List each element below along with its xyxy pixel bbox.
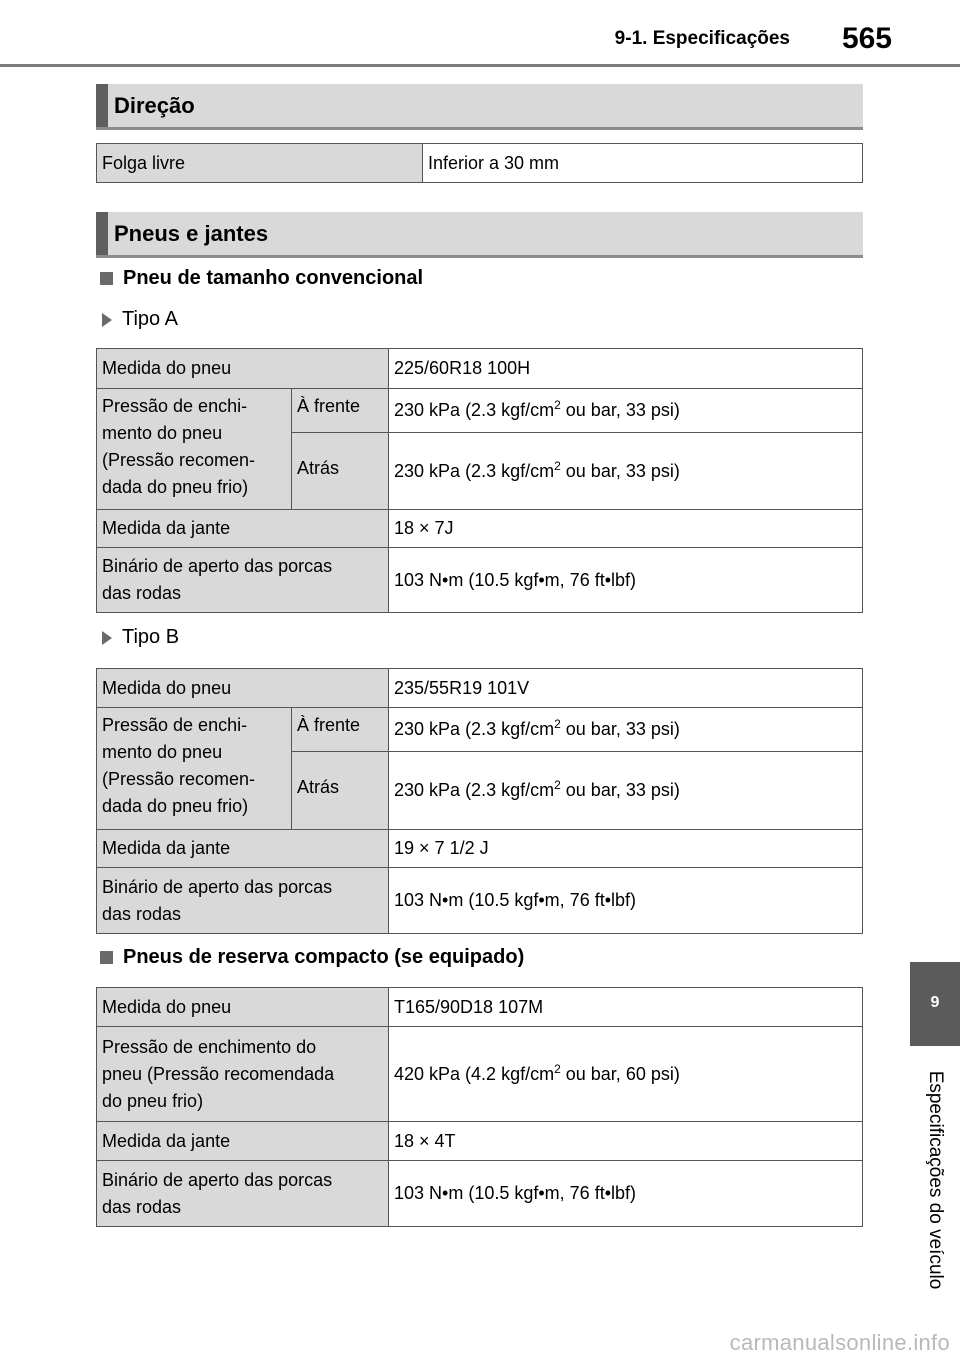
pressure-label-line: mento do pneu — [102, 742, 223, 762]
table-row — [97, 830, 863, 868]
pressure-label-line: (Pressão recomen- — [102, 769, 256, 789]
pressure-label-line: Pressão de enchi- — [102, 715, 248, 735]
torque-value: 103 N•m (10.5 kgf•m, 76 ft•lbf) — [389, 868, 863, 934]
rear-pressure-value: 230 kPa (2.3 kgf/$cm^2$ ou bar, 33 psi) — [389, 433, 863, 510]
chapter-tab[interactable] — [910, 962, 960, 1046]
tipo-a-label: Tipo A — [122, 308, 178, 330]
pressure-label-line: dada do pneu frio) — [102, 477, 249, 497]
free-play-value: Inferior a 30 mm — [423, 144, 863, 183]
table-row — [97, 669, 863, 708]
pressure-label — [97, 708, 292, 830]
rear-label: Atrás — [292, 433, 389, 510]
tipo-b-table — [96, 668, 863, 934]
table-row — [97, 1122, 863, 1161]
front-label: À frente — [292, 708, 389, 752]
rim-label: Medida da jante — [97, 510, 389, 548]
subheading-label: Pneu de tamanho convencional — [123, 267, 424, 289]
pressure-label-line: pneu (Pressão recomendada — [102, 1063, 335, 1084]
torque-label-line: das rodas — [102, 1196, 182, 1217]
table-row — [97, 548, 863, 613]
header-section-title: 9-1. Especificações — [614, 28, 790, 49]
pressure-label-line: do pneu frio) — [102, 1090, 204, 1111]
table-row — [97, 144, 863, 183]
chapter-tab-number: 9 — [930, 994, 940, 1011]
table-row — [97, 988, 863, 1027]
torque-label-line: das rodas — [102, 583, 182, 603]
subheading-reserva — [100, 946, 524, 969]
direcao-table — [96, 143, 863, 183]
section-accent — [96, 212, 108, 255]
tipo-b-label: Tipo B — [122, 626, 180, 648]
rear-pressure-value: 230 kPa (2.3 kgf/$cm^2$ ou bar, 33 psi) — [389, 752, 863, 830]
triangle-bullet-icon — [102, 631, 112, 645]
rim-value: 18 × 4T — [389, 1122, 863, 1161]
section-heading-label: Direção — [114, 93, 195, 118]
chapter-side-label: Especificações do veículo — [925, 1070, 946, 1290]
triangle-bullet-icon — [102, 313, 112, 327]
square-bullet-icon — [100, 951, 113, 964]
section-heading-direcao — [96, 84, 863, 130]
table-row — [97, 389, 863, 433]
torque-label-line: Binário de aperto das porcas — [102, 876, 333, 897]
pressure-value: 420 kPa (4.2 kgf/$cm^2$ ou bar, 60 psi) — [389, 1027, 863, 1122]
rim-label: Medida da jante — [97, 1122, 389, 1161]
section-heading-pneus — [96, 212, 863, 258]
subheading-label: Pneus de reserva compacto (se equipado) — [123, 946, 525, 968]
torque-label — [97, 548, 389, 613]
torque-label-line: das rodas — [102, 903, 182, 924]
tire-size-value: 235/55R19 101V — [389, 669, 863, 708]
pressure-label-line: mento do pneu — [102, 423, 223, 443]
rim-value: 18 × 7J — [389, 510, 863, 548]
torque-value: 103 N•m (10.5 kgf•m, 76 ft•lbf) — [389, 548, 863, 613]
rim-value: 19 × 7 1/2 J — [389, 830, 863, 868]
rear-label: Atrás — [292, 752, 389, 830]
table-row — [97, 1161, 863, 1227]
torque-label — [97, 868, 389, 934]
pressure-label — [97, 389, 292, 510]
rim-label: Medida da jante — [97, 830, 389, 868]
tipo-b-heading — [102, 626, 179, 649]
tire-size-value: T165/90D18 107M — [389, 988, 863, 1027]
front-pressure-value: 230 kPa (2.3 kgf/$cm^2$ ou bar, 33 psi) — [389, 708, 863, 752]
tire-size-label: Medida do pneu — [97, 669, 389, 708]
table-row — [97, 708, 863, 752]
pressure-label-line: dada do pneu frio) — [102, 796, 249, 816]
square-bullet-icon — [100, 272, 113, 285]
torque-label — [97, 1161, 389, 1227]
tire-size-label: Medida do pneu — [97, 349, 389, 389]
free-play-label: Folga livre — [97, 144, 423, 183]
header-rule — [0, 64, 960, 67]
pressure-label-line: Pressão de enchi- — [102, 396, 248, 416]
torque-value: 103 N•m (10.5 kgf•m, 76 ft•lbf) — [389, 1161, 863, 1227]
section-accent — [96, 84, 108, 127]
tipo-a-heading — [102, 308, 178, 331]
torque-label-line: Binário de aperto das porcas — [102, 1169, 333, 1190]
front-label: À frente — [292, 389, 389, 433]
subheading-convencional — [100, 267, 423, 290]
watermark: carmanualsonline.info — [729, 1330, 950, 1355]
torque-label-line: Binário de aperto das porcas — [102, 556, 333, 576]
table-row — [97, 510, 863, 548]
front-pressure-value: 230 kPa (2.3 kgf/$cm^2$ ou bar, 33 psi) — [389, 389, 863, 433]
reserva-table — [96, 987, 863, 1227]
tire-size-label: Medida do pneu — [97, 988, 389, 1027]
pressure-label-line: Pressão de enchimento do — [102, 1036, 317, 1057]
table-row — [97, 349, 863, 389]
tipo-a-table — [96, 348, 863, 613]
page-number: 565 — [841, 22, 892, 55]
table-row — [97, 868, 863, 934]
table-row — [97, 1027, 863, 1122]
section-heading-label: Pneus e jantes — [114, 221, 269, 246]
tire-size-value: 225/60R18 100H — [389, 349, 863, 389]
pressure-label-line: (Pressão recomen- — [102, 450, 256, 470]
pressure-label — [97, 1027, 389, 1122]
